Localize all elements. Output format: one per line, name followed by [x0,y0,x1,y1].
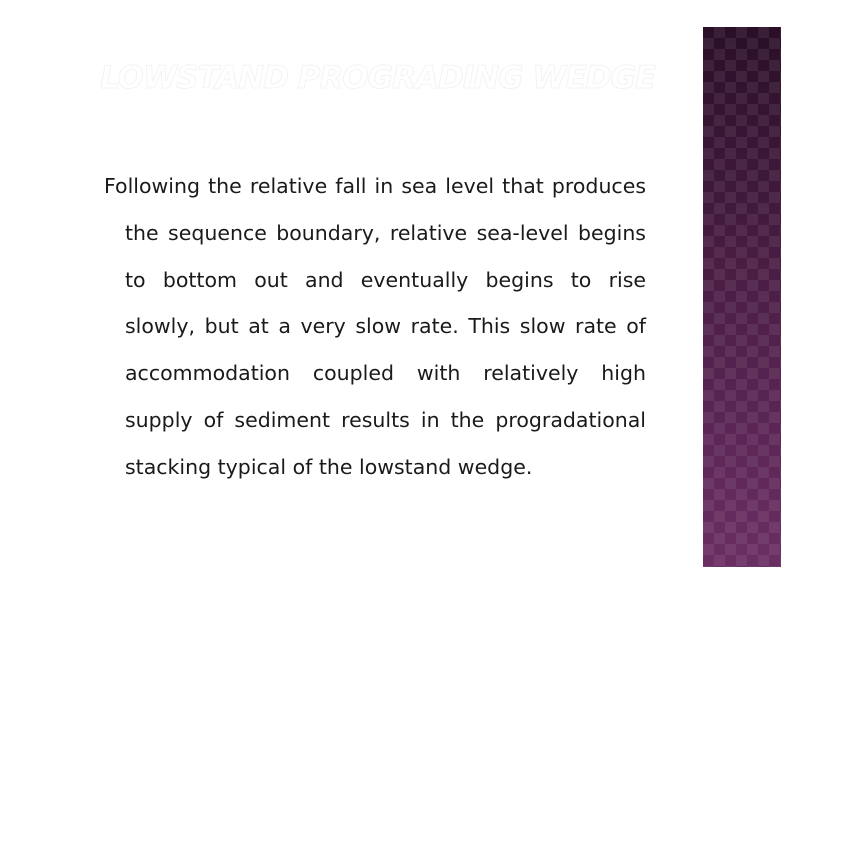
slide-body-paragraph: Following the relative fall in sea level that produces the sequence boundary, relative sea-level begins to bottom out and eventually begins to rise slowly, but at a very slow rate. This slow rate of accommodation coupled with relatively high supply of sediment results in the progradational stacking typical of the lowstand wedge. [104,174,646,479]
slide-title: LOWSTAND PROGRADING WEDGE [100,60,656,96]
decorative-side-band [703,27,781,567]
